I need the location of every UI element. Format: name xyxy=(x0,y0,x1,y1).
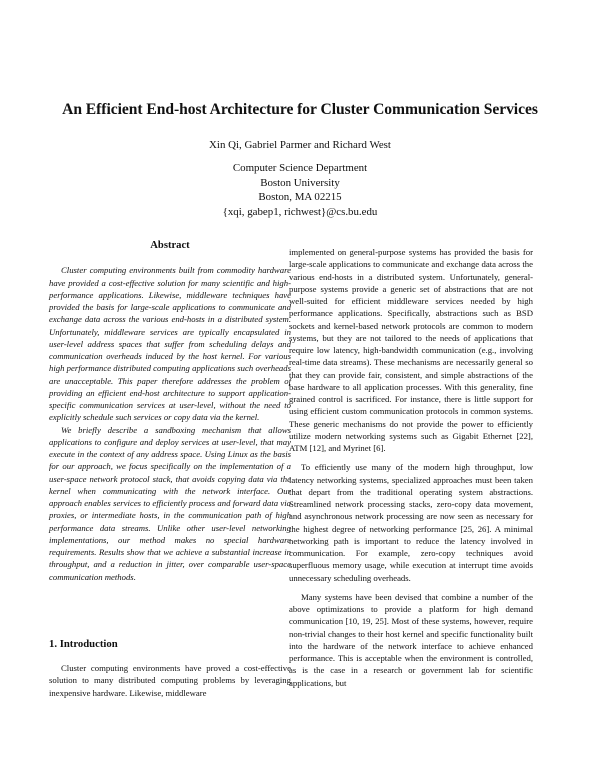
right-paragraph-3: Many systems have been devised that combine a number of the above optimizations to provide a platform for high demand communication [10, 19, 25]. Most of these systems, however, require non-trivial changes to their host kernel and specific functionality built into the hardware of the network interface to achieve enhanced performance. This is acceptable when the environment is controlled, as is the case in a research or government lab for scientific applications, but xyxy=(289,591,533,688)
right-paragraph-1: implemented on general-purpose systems has provided the basis for large-scale applications to communicate and exchange data across the various end-hosts in a distributed system. Unfortunately, general-purpose systems provide a generic set of abstractions that are not well-suited for efficient middleware services needed by high performance applications. Specifically, abstractions such as BSD sockets and kernel-based network protocols are common to modern systems, but they are not tailored to the needs of applications that require low latency, high-bandwidth communication (e.g., involving real-time data streams). These mechanisms are necessarily general so that they can provide fair, consistent, and simple abstractions of the base hardware to all application processes. With this generality, fine grained control is sacrificed. For instance, there is little support for using efficient custom communication protocols in common systems. These generic mechanisms do not provide the power to efficiently utilize modern networking systems such as Gigabit Ethernet [22], ATM [12], and Myrinet [6]. xyxy=(289,247,533,453)
introduction-section xyxy=(49,662,291,699)
paper-title: An Efficient End-host Architecture for Cluster Communication Services xyxy=(62,101,538,118)
abstract-paragraph-2: We briefly describe a sandboxing mechanism that allows applications to configure and deploy services at user-level, that may execute in the context of any address space. Using Linux as the basis for our approach, we focus specifically on the implementation of a user-space network protocol stack, that avoids copying data via the kernel when communicating with the network interface. Our approach enables services to efficiently process and forward data via proxies, or intermediate hosts, in the communication path of high performance data streams. Unlike other user-level networking implementations, our method makes no special hardware requirements. Results show that we achieve a substantial increase in throughput, and a reduction in jitter, over comparable user-space communication methods. xyxy=(49,424,291,582)
affiliation-emails: {xqi, gabep1, richwest}@cs.bu.edu xyxy=(222,206,378,219)
introduction-heading: 1. Introduction xyxy=(49,638,118,650)
right-paragraph-2: To efficiently use many of the modern high throughput, low latency networking systems, specialized approaches must been taken that depart from the traditional operating system abstractions. Streamlined network processing stacks, zero-copy data movement, and asynchronous network processing are now seen as necessary for the highest degree of networking performance [25, 26]. A minimal networking path is important to reduce the latency involved in communication. For example, zero-copy techniques avoid superfluous memory usage, while execution at interrupt time avoids unnecessary scheduling overheads. xyxy=(289,462,533,583)
introduction-paragraph-1: Cluster computing environments have proved a cost-effective solution to many distributed computing problems by leveraging inexpensive hardware. Likewise, middleware xyxy=(49,663,291,698)
abstract-paragraph-1: Cluster computing environments built from commodity hardware have provided a cost-effective solution for many scientific and high-performance applications. Likewise, middleware techniques have provided the basis for large-scale applications to communicate and exchange data across the various end-hosts in a distributed system. Unfortunately, middleware services are typically encapsulated in user-level address spaces that suffer from scheduling delays and communication overheads induced by the host kernel. For various high performance distributed computing applications such overheads are unacceptable. This paper therefore addresses the problem of providing an efficient end-host architecture to support application-specific communication services at user-level, without the need to explicitly schedule such services or copy data via the kernel. xyxy=(49,265,291,423)
affiliation-address: Boston, MA 02215 xyxy=(258,191,342,204)
right-column xyxy=(289,246,533,689)
abstract-heading: Abstract xyxy=(150,240,190,251)
affiliation-block xyxy=(0,161,600,220)
paper-authors: Xin Qi, Gabriel Parmer and Richard West xyxy=(209,139,391,151)
affiliation-university: Boston University xyxy=(260,176,340,189)
abstract-section xyxy=(49,240,291,583)
affiliation-department: Computer Science Department xyxy=(232,162,368,174)
